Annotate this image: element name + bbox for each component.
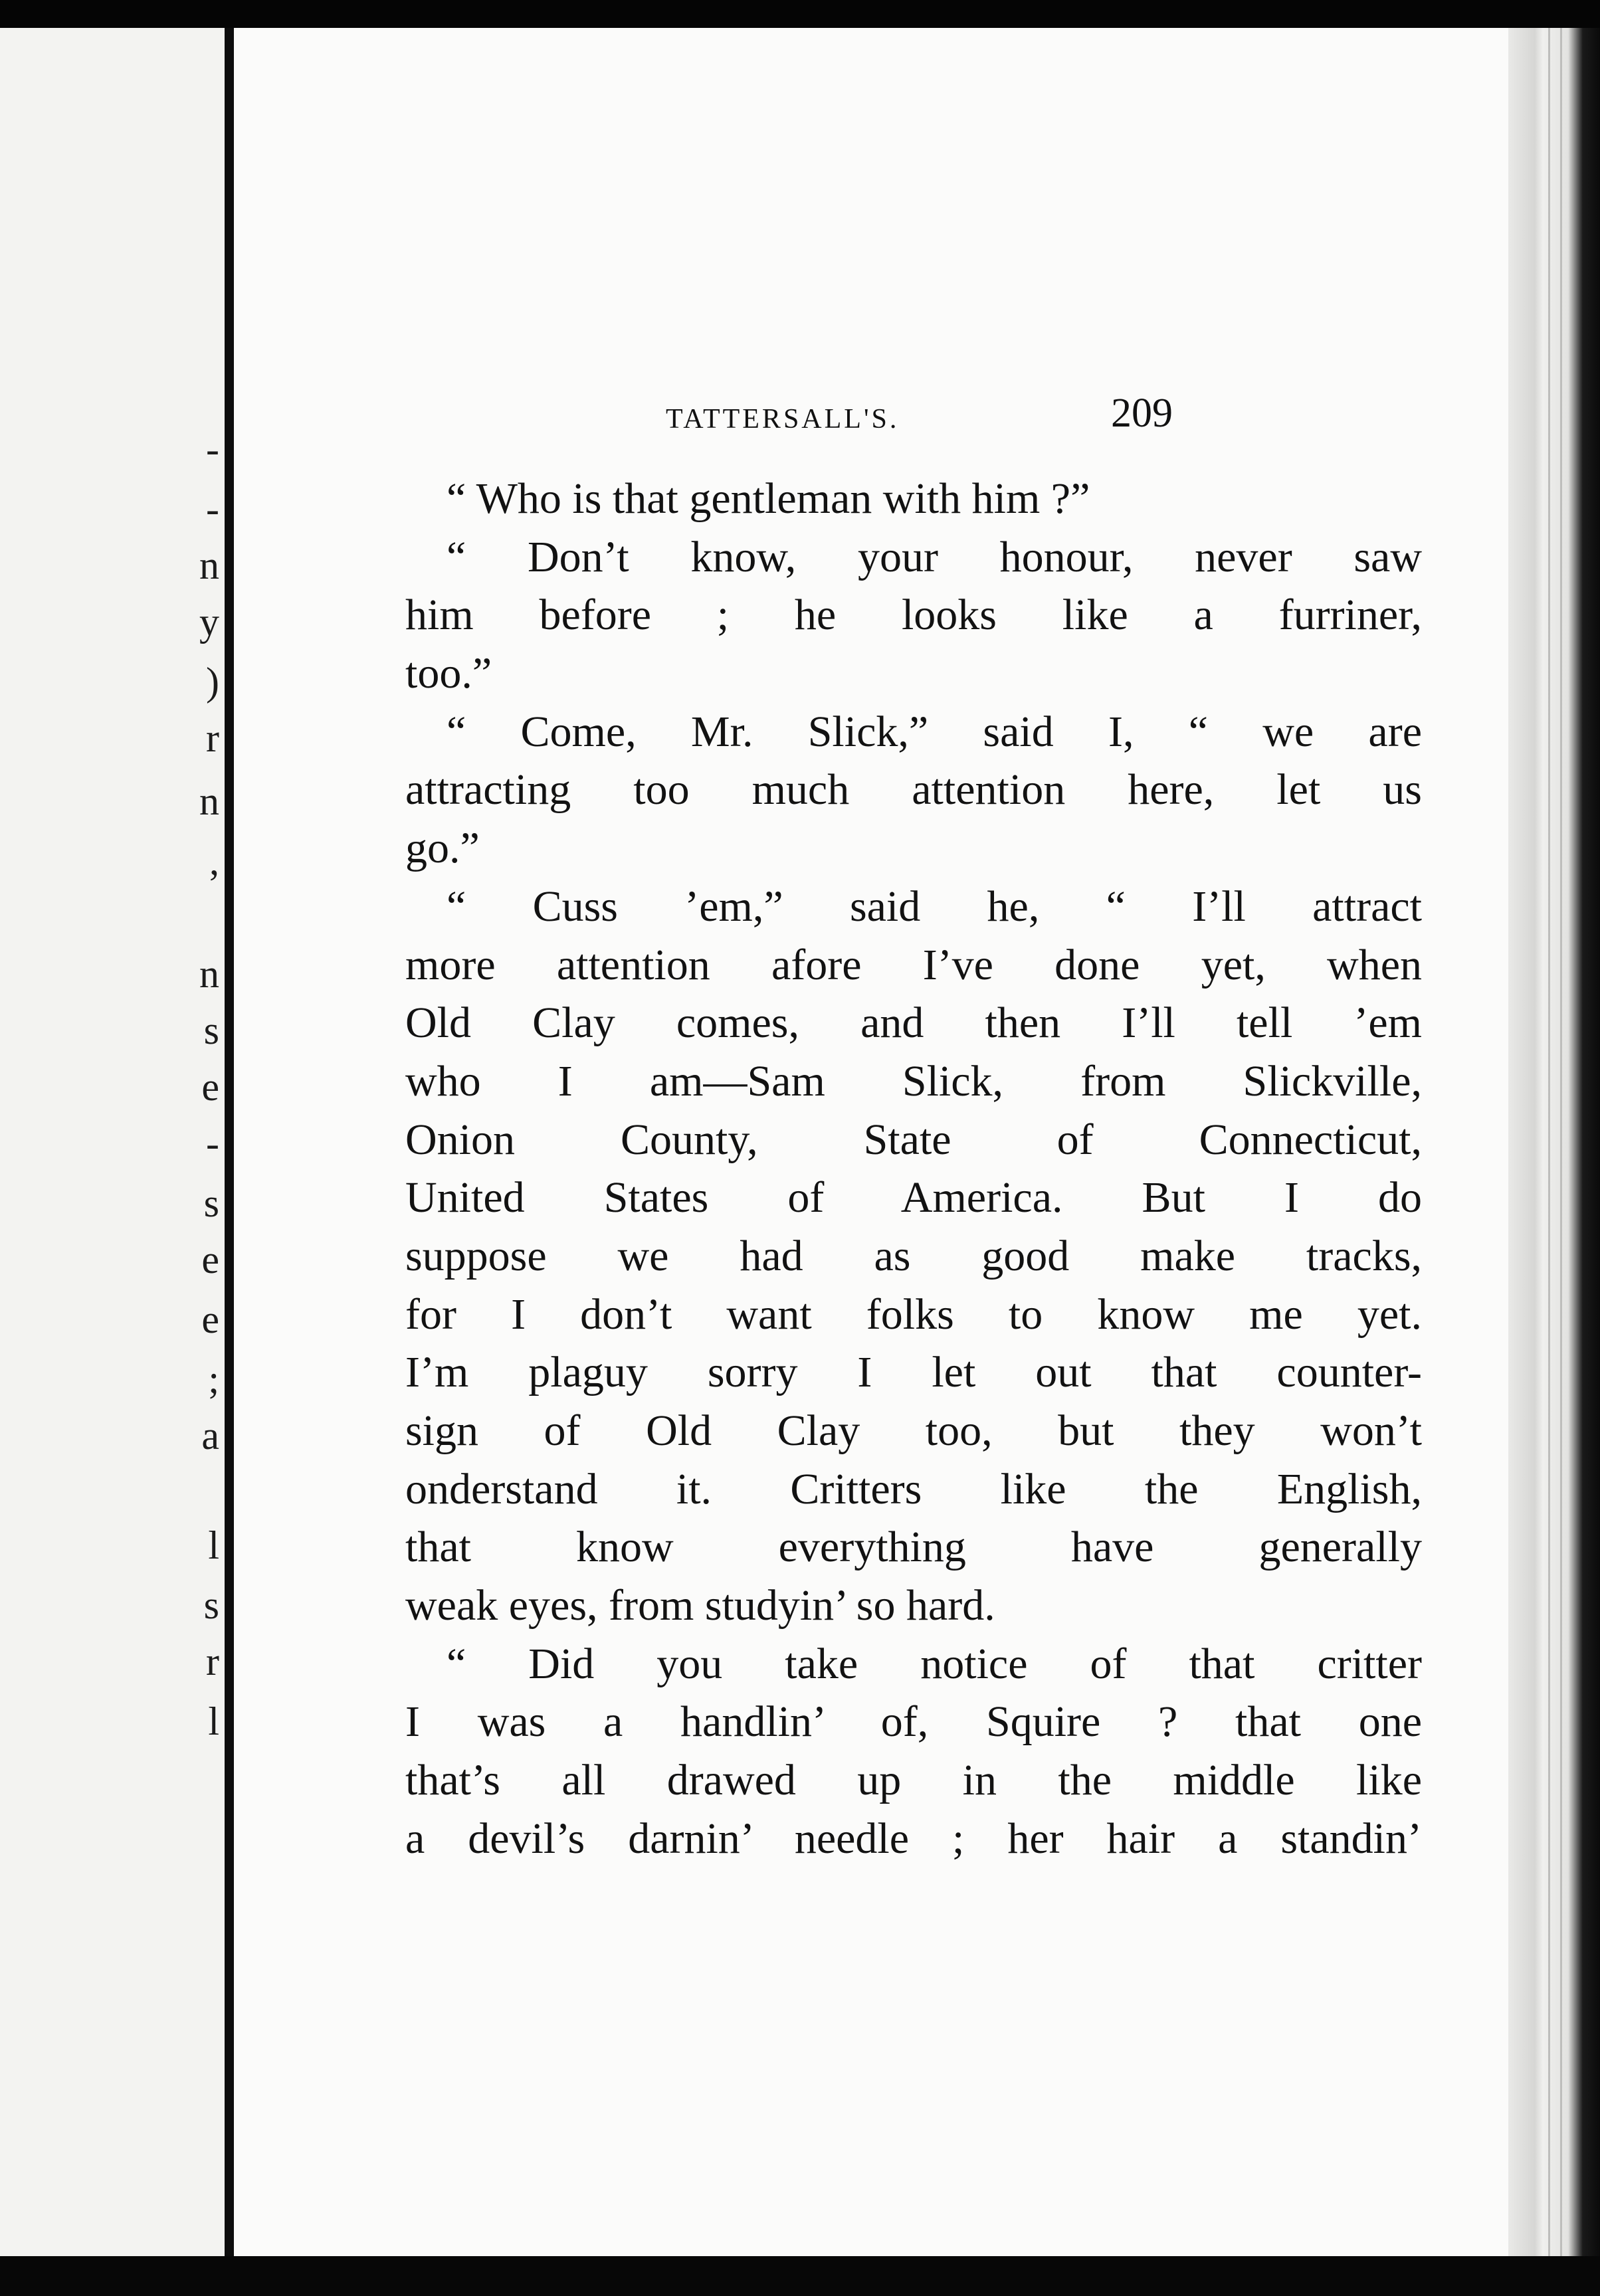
text-line: onderstand it. Critters like the English, [405, 1464, 1422, 1513]
edge-character: n [199, 543, 219, 587]
text-line: Old Clay comes, and then I’ll tell ’em [405, 999, 1422, 1048]
text-line: him before ; he looks like a furriner, [405, 591, 1422, 640]
text-line: “ Don’t know, your honour, never saw [447, 532, 1422, 581]
edge-character: a [201, 1414, 219, 1458]
running-head [234, 390, 1508, 443]
text-line: more attention afore I’ve done yet, when [405, 940, 1422, 989]
scan-top-border [0, 0, 1600, 28]
edge-character: e [201, 1065, 219, 1109]
text-line: go.” [405, 824, 480, 873]
text-line: who I am—Sam Slick, from Slickville, [405, 1056, 1422, 1105]
text-line: for I don’t want folks to know me yet. [405, 1290, 1422, 1339]
text-line: I was a handlin’ of, Squire ? that one [405, 1697, 1422, 1747]
text-line: attracting too much attention here, let us [405, 765, 1422, 814]
text-line: “ Cuss ’em,” said he, “ I’ll attract [447, 882, 1422, 931]
text-line: that know everything have generally [405, 1523, 1422, 1572]
text-line: United States of America. But I do [405, 1173, 1422, 1222]
edge-character: e [201, 1238, 219, 1282]
page-edge-line [1560, 28, 1562, 2256]
text-line: weak eyes, from studyin’ so hard. [405, 1581, 995, 1630]
text-line: sign of Old Clay too, but they won’t [405, 1406, 1422, 1455]
edge-character: - [206, 427, 219, 471]
edge-character: r [206, 1640, 219, 1683]
edge-character: ) [206, 660, 219, 704]
edge-character: n [199, 952, 219, 996]
text-line: that’s all drawed up in the middle like [405, 1756, 1422, 1805]
edge-character: e [201, 1297, 219, 1341]
edge-character: n [199, 779, 219, 823]
running-head-title: TATTERSALL'S. [666, 404, 900, 434]
page-edge-line [1548, 28, 1550, 2256]
text-line: I’m plaguy sorry I let out that counter- [405, 1348, 1422, 1397]
text-line: suppose we had as good make tracks, [405, 1231, 1422, 1280]
page-stack-edge [1508, 28, 1600, 2256]
book-gutter [225, 28, 234, 2256]
edge-character: s [203, 1181, 219, 1225]
scan-bottom-border [0, 2256, 1600, 2296]
text-line: too.” [405, 649, 492, 698]
edge-character: l [208, 1523, 219, 1567]
page-number: 209 [1111, 391, 1173, 436]
edge-character: - [206, 487, 219, 531]
edge-character: y [199, 600, 219, 644]
edge-character: l [208, 1699, 219, 1743]
facing-page-edge [0, 28, 225, 2256]
text-line: a devil’s darnin’ needle ; her hair a standin’ [405, 1814, 1422, 1863]
edge-character: s [203, 1008, 219, 1052]
book-page [234, 28, 1508, 2256]
edge-character: ; [208, 1357, 219, 1401]
edge-character: , [209, 839, 219, 883]
edge-character: - [206, 1121, 219, 1165]
text-line: “ Come, Mr. Slick,” said I, “ we are [447, 707, 1422, 756]
edge-character: s [203, 1583, 219, 1627]
text-line: “ Did you take notice of that critter [447, 1639, 1422, 1688]
facing-page-cut-off-text [0, 28, 225, 2256]
body-text [405, 470, 1422, 1868]
text-line: Onion County, State of Connecticut, [405, 1115, 1422, 1164]
edge-character: r [206, 716, 219, 760]
text-line: “ Who is that gentleman with him ?” [447, 474, 1090, 523]
